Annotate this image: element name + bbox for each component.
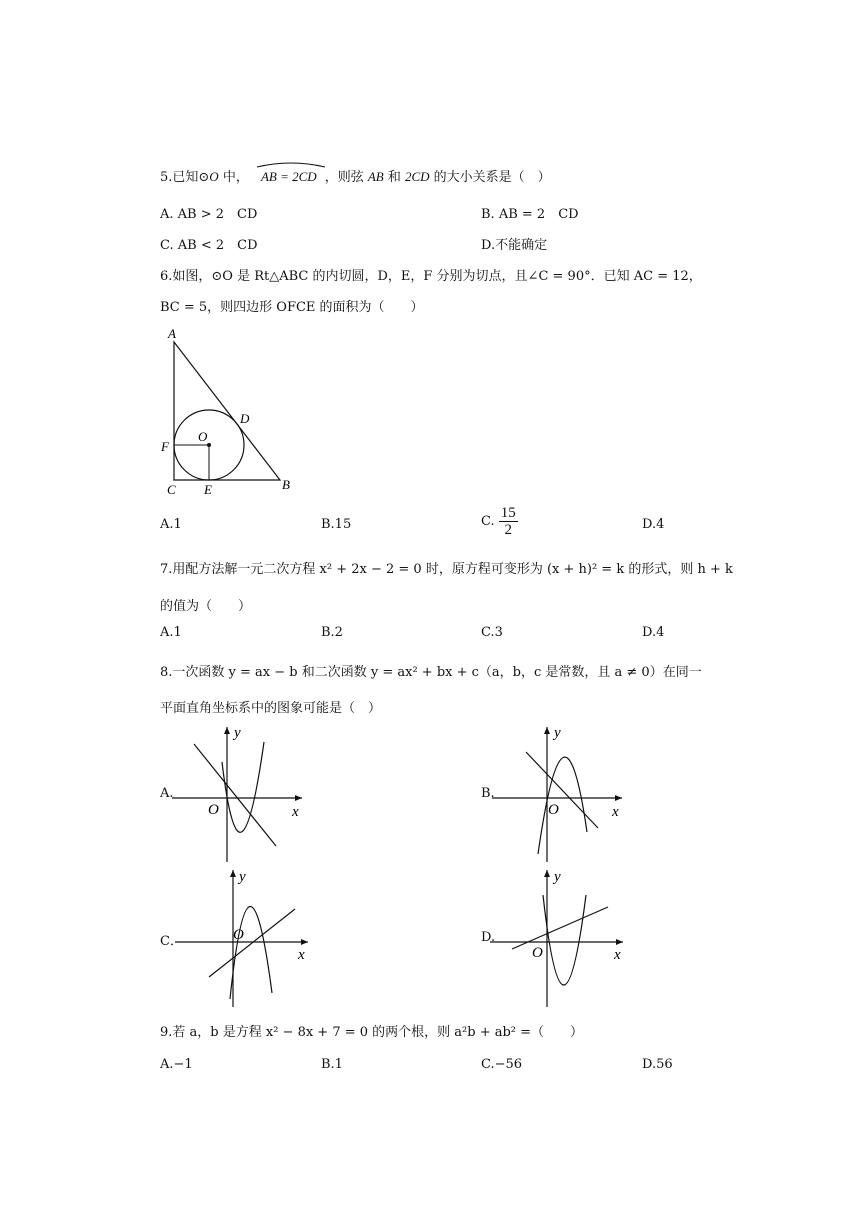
q8-graph-c bbox=[175, 865, 320, 1010]
q8-graph-b-label: B. bbox=[481, 786, 495, 801]
q8-graph-d bbox=[490, 865, 635, 1010]
q5-stem bbox=[160, 166, 551, 185]
q5-arc-expression bbox=[255, 169, 323, 185]
q8-graph-c-o: O bbox=[233, 927, 244, 943]
q8-graph-b-y: y bbox=[554, 725, 561, 741]
q9-option-d: D.56 bbox=[642, 1057, 673, 1072]
q6-label-d: D bbox=[240, 411, 250, 426]
q6-option-c-fraction bbox=[499, 505, 518, 538]
q8-graph-a-label: A. bbox=[160, 786, 174, 801]
q6-option-c-prefix: C. bbox=[481, 514, 495, 529]
q7-option-c: C.3 bbox=[481, 625, 503, 640]
q5-stem-e: 的大小关系是（ ） bbox=[429, 170, 551, 185]
q5-arc-expr-text: AB = 2CD bbox=[260, 169, 317, 184]
q7-option-a: A.1 bbox=[160, 625, 182, 640]
q5-arc-mark bbox=[255, 159, 327, 169]
q8-graph-c-y: y bbox=[239, 869, 246, 885]
q5-option-a: A. AB > 2 CD bbox=[160, 207, 258, 222]
q6-label-e: E bbox=[204, 482, 212, 497]
q8-graph-a bbox=[172, 722, 312, 867]
q5-stem-a: 5.已知⊙ bbox=[160, 170, 210, 185]
q6-label-f: F bbox=[161, 439, 169, 454]
q5-2cd: 2CD bbox=[404, 169, 430, 184]
q6-triangle-figure bbox=[158, 325, 308, 500]
q8-graph-d-x: x bbox=[614, 947, 621, 963]
q5-option-b: B. AB = 2 CD bbox=[481, 207, 579, 222]
q7-stem-line1: 7.用配方法解一元二次方程 x² + 2x − 2 = 0 时，原方程可变形为 (x + h)² = k 的形式，则 h + k bbox=[160, 562, 733, 577]
q5-option-d: D.不能确定 bbox=[481, 238, 548, 253]
q6-option-d: D.4 bbox=[642, 517, 665, 532]
q6-option-c bbox=[481, 505, 518, 538]
q7-option-b: B.2 bbox=[321, 625, 343, 640]
q6-stem-line2: BC = 5，则四边形 OFCE 的面积为（ ） bbox=[160, 300, 424, 315]
q8-graph-a-o: O bbox=[208, 802, 219, 818]
q5-stem-d: 和 bbox=[383, 170, 405, 185]
q9-stem-line1: 9.若 a，b 是方程 x² − 8x + 7 = 0 的两个根，则 a²b + ab² =（ ） bbox=[160, 1025, 584, 1040]
q8-graph-c-label: C． bbox=[160, 934, 183, 949]
q9-option-c: C.−56 bbox=[481, 1057, 523, 1072]
q8-graph-d-o: O bbox=[532, 945, 543, 961]
q6-option-c-numerator: 15 bbox=[500, 505, 516, 521]
q8-graph-d-label: D. bbox=[481, 930, 496, 945]
q8-stem-line1: 8.一次函数 y = ax − b 和二次函数 y = ax² + bx + c（a，b，c 是常数，且 a ≠ 0）在同一 bbox=[160, 665, 702, 680]
q8-graph-a-x: x bbox=[292, 804, 299, 820]
q5-ab: AB bbox=[367, 169, 384, 184]
q8-graph-c-x: x bbox=[298, 947, 305, 963]
q8-graph-a-y: y bbox=[234, 725, 241, 741]
q9-option-b: B.1 bbox=[321, 1057, 343, 1072]
q5-circle-o: O bbox=[209, 169, 219, 184]
q9-option-a: A.−1 bbox=[160, 1057, 193, 1072]
q6-label-c: C bbox=[167, 482, 176, 497]
q6-label-b: B bbox=[282, 477, 290, 492]
q6-option-a: A.1 bbox=[160, 517, 182, 532]
q8-graph-d-y: y bbox=[554, 869, 561, 885]
q8-graph-b bbox=[492, 722, 632, 867]
q6-option-c-denominator: 2 bbox=[504, 522, 513, 538]
q6-label-a: A bbox=[168, 326, 176, 341]
q7-option-d: D.4 bbox=[642, 625, 665, 640]
q5-stem-b: 中， bbox=[218, 170, 249, 185]
q8-stem-line2: 平面直角坐标系中的图象可能是（ ） bbox=[160, 701, 382, 716]
q5-stem-c: ，则弦 bbox=[324, 170, 368, 185]
q8-graph-b-o: O bbox=[548, 802, 559, 818]
q6-option-b: B.15 bbox=[321, 517, 352, 532]
q6-stem-line1: 6.如图，⊙O 是 Rt△ABC 的内切圆，D，E，F 分别为切点，且∠C = 90°．已知 AC = 12， bbox=[160, 269, 702, 284]
q6-label-o: O bbox=[198, 429, 208, 444]
q7-stem-line2: 的值为（ ） bbox=[160, 599, 252, 614]
q8-graph-b-x: x bbox=[612, 804, 619, 820]
q5-option-c: C. AB < 2 CD bbox=[160, 238, 258, 253]
